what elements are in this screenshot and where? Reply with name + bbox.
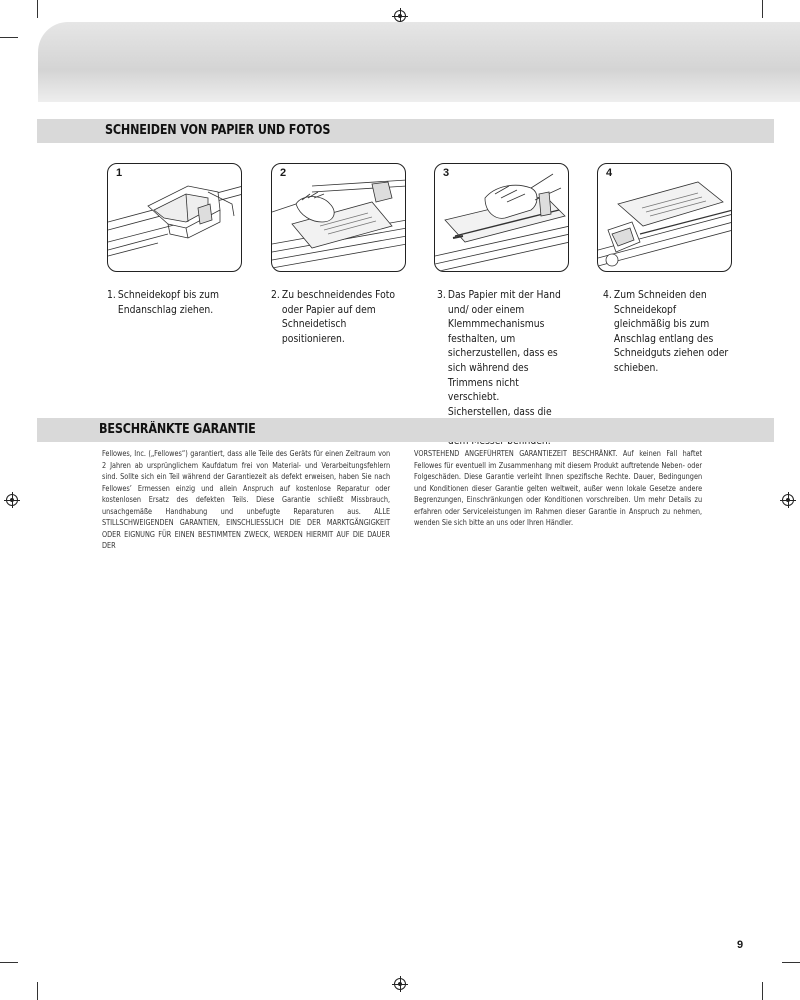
section-header-warranty xyxy=(37,418,774,442)
step-illustration xyxy=(434,163,569,272)
hold-paper-illustration xyxy=(435,164,569,272)
warranty-text-right: VORSTEHEND ANGEFÜHRTEN GARANTIEZEIT BESCHRÄNKT. Auf keinen Fall haftet Fellowes für eventuell im Zusammenhang mit diesem Produkt auftretende Neben- oder Folgeschäden. Diese Garantie verleiht Ihnen spezifische Rechte. Dauer, Bedingungen und Konditionen dieser Garantie gelten weltweit, außer wenn lokale Gesetze andere Begrenzungen, Einschränkungen oder Konditionen vorschreiben. Um mehr Details zu erfahren oder Serviceleistungen im Rahmen dieser Garantie in Anspruch zu nehmen, wenden Sie sich bitte an uns oder Ihren Händler. xyxy=(414,449,703,527)
step-illustration xyxy=(107,163,242,272)
step-illustration xyxy=(271,163,406,272)
registration-mark-icon xyxy=(782,494,794,506)
photo-positioning-illustration xyxy=(272,164,406,272)
step-index: 4. xyxy=(603,288,612,301)
step-instruction xyxy=(107,288,233,317)
trimmer-head-illustration xyxy=(108,164,242,272)
header-banner xyxy=(38,22,800,102)
step-number: 2 xyxy=(280,167,287,179)
step-number: 3 xyxy=(443,167,450,179)
crop-mark xyxy=(37,0,38,18)
step-number: 4 xyxy=(606,167,613,179)
step-index: 2. xyxy=(271,288,280,301)
section-title: BESCHRÄNKTE GARANTIE xyxy=(99,422,256,437)
step-description: Das Papier mit der Hand und/ oder einem Klemmmechanismus festhalten, um sicherzustellen, dass es sich während des Trimmens nicht verschiebt. Sicherstellen, dass die xyxy=(447,288,561,418)
step-instruction xyxy=(271,288,397,346)
step-index: 3. xyxy=(437,288,446,301)
crop-mark xyxy=(0,962,18,963)
step-index: 1. xyxy=(107,288,116,301)
step-description: Schneidekopf bis zum Endanschlag ziehen. xyxy=(117,288,220,316)
warranty-text-left: Fellowes, Inc. („Fellowes“) garantiert, dass alle Teile des Geräts für einen Zeitraum von 2 Jahren ab ursprünglichem Kaufdatum frei von Material- und Verarbeitungsfehlern sind. Sollte sich ein Teil während der Garantiezeit als defekt erweisen, haben Sie nach Fellowes’ Ermessen einzig und allein Anspruch auf kostenlose Reparatur oder kostenlosen Ersatz des defekten Teils. Diese Garantie schließt Missbrauch, unsachgemäße Handhabung und unbefugte Reparaturen aus. ALLE STILLSCHWEIGENDEN GARANTIEN, EINSCHLIESSLICH DIE DER MARKTGÄNGIGKEIT ODER EIGNUNG FÜR EINEN BESTIMMTEN ZWECK, WERDEN HIERMIT AUF DIE DAUER DER xyxy=(102,449,391,550)
step-instruction xyxy=(603,288,729,376)
step-illustration xyxy=(597,163,732,272)
crop-mark xyxy=(762,0,763,18)
section-title: SCHNEIDEN VON PAPIER UND FOTOS xyxy=(105,123,331,138)
step-number: 1 xyxy=(116,167,123,179)
step-description: Zu beschneidendes Foto oder Papier auf dem Schneidetisch positionieren. xyxy=(281,288,396,345)
page-number: 9 xyxy=(737,939,744,951)
step-description: Zum Schneiden den Schneidekopf gleichmäßig bis zum Anschlag entlang des Schneidguts ziehen oder schieben. xyxy=(613,288,729,374)
crop-mark xyxy=(0,37,18,38)
registration-mark-icon xyxy=(6,494,18,506)
cutting-stroke-illustration xyxy=(598,164,732,272)
crop-mark xyxy=(782,962,800,963)
crop-mark xyxy=(762,982,763,1000)
registration-mark-icon xyxy=(394,978,406,990)
section-header-cutting xyxy=(37,119,774,143)
registration-mark-icon xyxy=(394,10,406,22)
crop-mark xyxy=(37,982,38,1000)
